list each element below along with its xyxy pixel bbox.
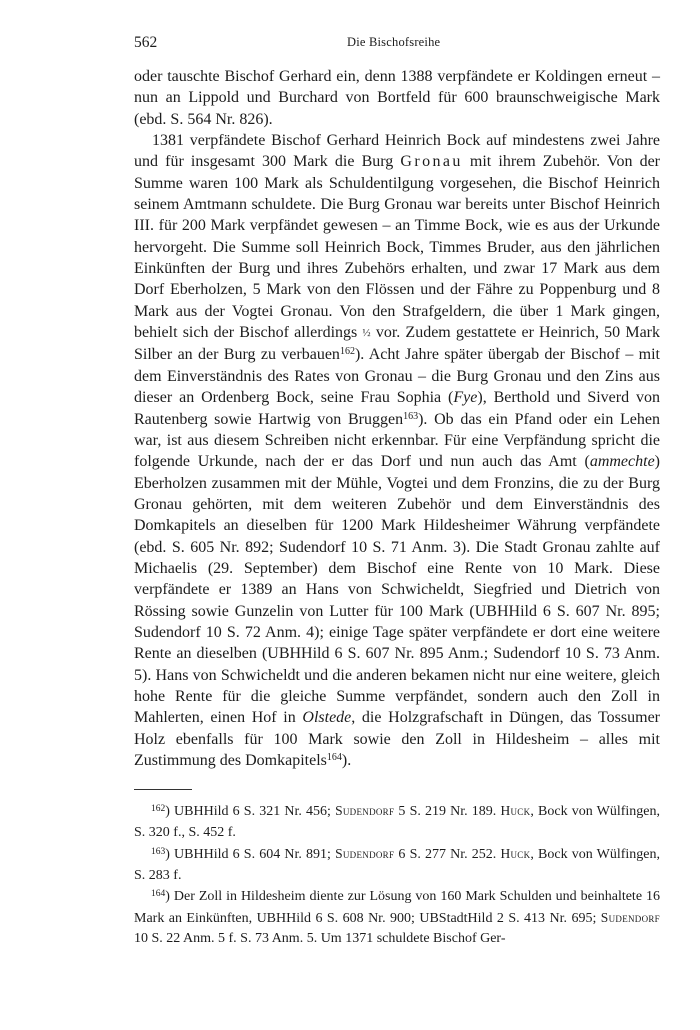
italic-term: Fye <box>453 389 478 407</box>
footnote-mark: 162 <box>151 804 166 814</box>
text-run: ). Ob das ein Pfand oder ein Lehen war, ist aus diesem Schreiben nicht erkennbar. Für eine Verpfändung spricht die folgende Urkunde, nach der er das Dorf und nun auch das Amt ( <box>134 410 660 471</box>
footnote-ref-162[interactable]: 162 <box>339 346 355 358</box>
footnote-163 <box>134 844 660 886</box>
text-run: ) UBHHild 6 S. 604 Nr. 891; <box>165 847 336 862</box>
text-run: , Bock von Wülfingen, S. 320 f., S. 452 f. <box>134 804 660 840</box>
text-run: , Bock von Wülfingen, S. 283 f. <box>134 847 660 883</box>
text-run: ). <box>341 752 352 769</box>
text-run: ), Berthold und Siverd von Rautenberg sowie Hartwig von Bruggen <box>134 389 660 428</box>
author-name: Huck <box>500 846 531 861</box>
footnote-mark: 163 <box>151 847 166 857</box>
author-name: Sudendorf <box>600 909 660 925</box>
author-name: Huck <box>500 803 531 818</box>
page-number: 562 <box>134 34 158 51</box>
footnotes <box>134 801 660 951</box>
footnote-162 <box>134 801 660 843</box>
text-run: 1381 verpfändete Bischof Gerhard Heinrich Bock auf mindestens zwei Jahre und für insgesamt 300 Mark die Burg <box>134 132 660 171</box>
text-run: vor. Zudem gestattete er Heinrich, 50 Mark Silber an der Burg zu verbauen <box>134 324 661 364</box>
footnote-164 <box>134 887 660 950</box>
page-header <box>134 34 660 56</box>
text-run: ) Der Zoll in Hildesheim diente zur Lösung von 160 Mark Schulden und beinhaltete 16 Mark an Einkünften, UBHHild 6 S. 608 Nr. 900; UBStadtHild 2 S. 413 Nr. 695; <box>134 889 660 926</box>
fraction: ½ <box>362 327 371 340</box>
author-name: Sudendorf <box>335 846 395 861</box>
italic-term: ammechte <box>589 453 655 471</box>
text-run: mit ihrem Zubehör. Von der Summe waren 100 Mark als Schuldentilgung vorgesehen, die Bischof Heinrich seinem Amtmann schuldete. Die Burg Gronau war bereits unter Bischof Heinrich III. für 200 Mark verpfändet gewesen – an Timme Bock, wie es aus der Urkunde hervorgeht. Die Summe soll Heinrich Bock, Timmes Bruder, aus den jährlichen Einkünften der Burg und ihres Zubehörs erhalten, und zwar 17 Mark aus dem Dorf Eberholzen, 5 Mark von den Flössen und der Fähre zu Poppenburg und 8 Mark aus der Vogtei Gronau. Von den Strafgeldern, die über 1 Mark gingen, behielt sich der Bischof allerdings <box>134 153 661 342</box>
author-name: Sudendorf <box>335 803 395 818</box>
text-run: 6 S. 277 Nr. 252. <box>394 847 501 862</box>
footnote-separator <box>134 789 192 790</box>
main-text <box>134 66 660 771</box>
text-run: ). Acht Jahre später übergab der Bischof – mit dem Einverständnis des Rates von Gronau – die Burg Gronau und den Zins aus dieser an Ordenberg Bock, seine Frau Sophia ( <box>134 346 660 407</box>
text-run: ) UBHHild 6 S. 321 Nr. 456; <box>165 804 336 819</box>
footnote-ref-164[interactable]: 164 <box>326 752 342 763</box>
running-head: Die Bischofsreihe <box>347 35 441 49</box>
text-run: 5 S. 219 Nr. 189. <box>394 804 501 819</box>
text-run: 10 S. 22 Anm. 5 f. S. 73 Anm. 5. Um 1371 schuldete Bischof Ger- <box>134 931 506 946</box>
spaced-place-name: Gronau <box>400 153 463 171</box>
text-run: ) Eberholzen zusammen mit der Mühle, Vogtei und dem Fronzins, die zu der Burg Gronau gehörten, mit dem weiteren Zubehör und dem Einverständnis des Domkapitels an dieselben für 1200 Mark Hildesheimer Währung verpfändete (ebd. S. 605 Nr. 892; Sudendorf 10 S. 71 Anm. 3). Die Stadt Gronau zahlte auf Michaelis (29. September) dem Bischof eine Rente von 10 Mark. Diese verpfändete er 1389 an Hans von Schwicheldt, Siegfried und Dietrich von Rössing sowie Gunzelin von Lutter für 100 Mark (UBHHild 6 S. 607 Nr. 895; Sudendorf 10 S. 72 Anm. 4); einige Tage später verpfändete er dort eine weitere Rente an dieselben (UBHHild 6 S. 607 Nr. 895 Anm.; Sudendorf 10 S. 73 Anm. 5). Hans von Schwicheldt und die anderen bekamen nicht nur eine weitere, gleich hohe Rente für die gleiche Summe verpfändet, sondern auch den Zoll in Mahlerten, einen Hof in <box>134 453 660 727</box>
paragraph-1: oder tauschte Bischof Gerhard ein, denn 1388 verpfändete er Koldingen erneut – nun an Lippold und Burchard von Bortfeld für 600 braunschweigische Mark (ebd. S. 564 Nr. 826). <box>134 68 660 128</box>
italic-term: Olstede <box>302 709 352 727</box>
text-run: , die Holzgrafschaft in Düngen, das Tossumer Holz ebenfalls für 100 Mark sowie den Zoll in Hildesheim – alles mit Zustimmung des Domkapitels <box>134 709 660 769</box>
footnote-mark: 164 <box>151 889 166 899</box>
footnote-ref-163[interactable]: 163 <box>403 410 419 422</box>
paragraph-2 <box>134 130 660 771</box>
